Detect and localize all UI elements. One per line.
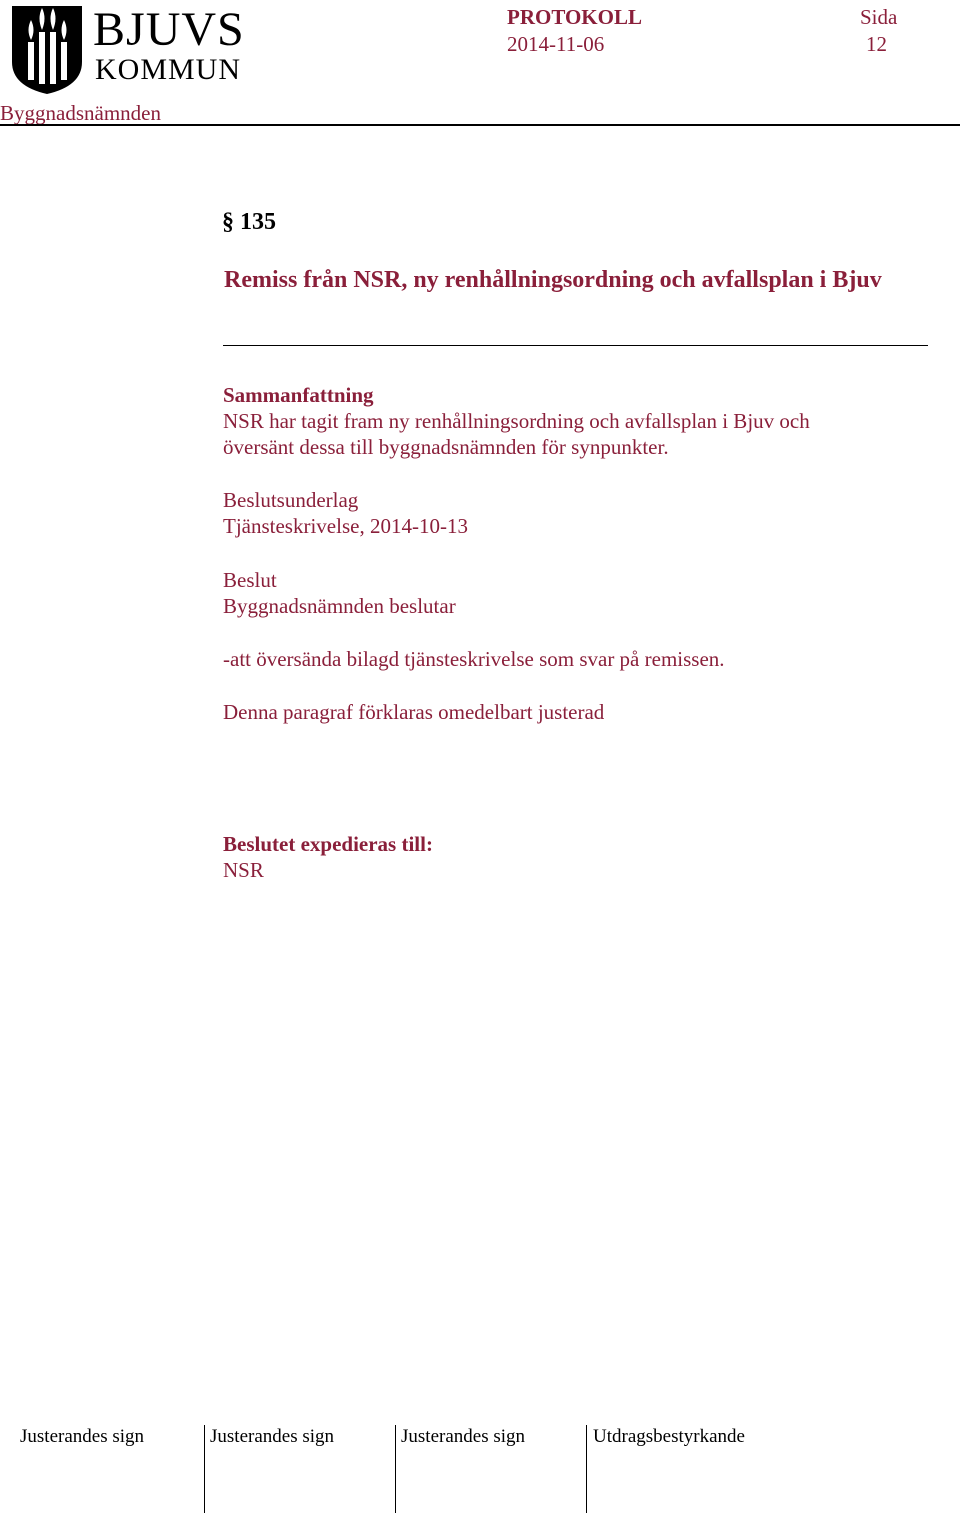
municipality-crest-icon xyxy=(8,2,86,96)
signature-cell-1: Justerandes sign xyxy=(20,1426,145,1447)
title-divider xyxy=(223,345,928,346)
summary-line-1: NSR har tagit fram ny renhållningsordning och avfallsplan i Bjuv och xyxy=(223,409,810,433)
signature-divider xyxy=(204,1425,205,1513)
signature-cell-2: Justerandes sign xyxy=(210,1426,335,1447)
signature-cell-3: Justerandes sign xyxy=(401,1426,526,1447)
dispatch-recipient: NSR xyxy=(223,858,264,882)
document-type: PROTOKOLL xyxy=(507,5,642,29)
page-title: Remiss från NSR, ny renhållningsordning och avfallsplan i Bjuv xyxy=(224,267,882,293)
page-number: 12 xyxy=(866,32,887,56)
logo-wordmark-line2: KOMMUN xyxy=(95,53,242,86)
signature-divider xyxy=(395,1425,396,1513)
dispatch-heading: Beslutet expedieras till: xyxy=(223,832,433,856)
basis-text: Tjänsteskrivelse, 2014-10-13 xyxy=(223,514,468,538)
decision-note: Denna paragraf förklaras omedelbart justerad xyxy=(223,700,605,724)
page-label: Sida xyxy=(860,5,898,29)
decision-heading: Beslut xyxy=(223,568,277,592)
organization-name: Byggnadsnämnden xyxy=(0,101,161,125)
header-divider xyxy=(0,124,960,126)
logo-wordmark-line1: BJUVS xyxy=(93,3,245,56)
certification-cell: Utdragsbestyrkande xyxy=(593,1426,745,1447)
document-date: 2014-11-06 xyxy=(507,32,605,56)
signature-divider xyxy=(586,1425,587,1513)
summary-heading: Sammanfattning xyxy=(223,383,374,407)
summary-line-2: översänt dessa till byggnadsnämnden för synpunkter. xyxy=(223,435,669,459)
paragraph-number: § 135 xyxy=(222,209,276,235)
decision-intro: Byggnadsnämnden beslutar xyxy=(223,594,456,618)
decision-item: -att översända bilagd tjänsteskrivelse som svar på remissen. xyxy=(223,647,725,671)
basis-heading: Beslutsunderlag xyxy=(223,488,359,512)
